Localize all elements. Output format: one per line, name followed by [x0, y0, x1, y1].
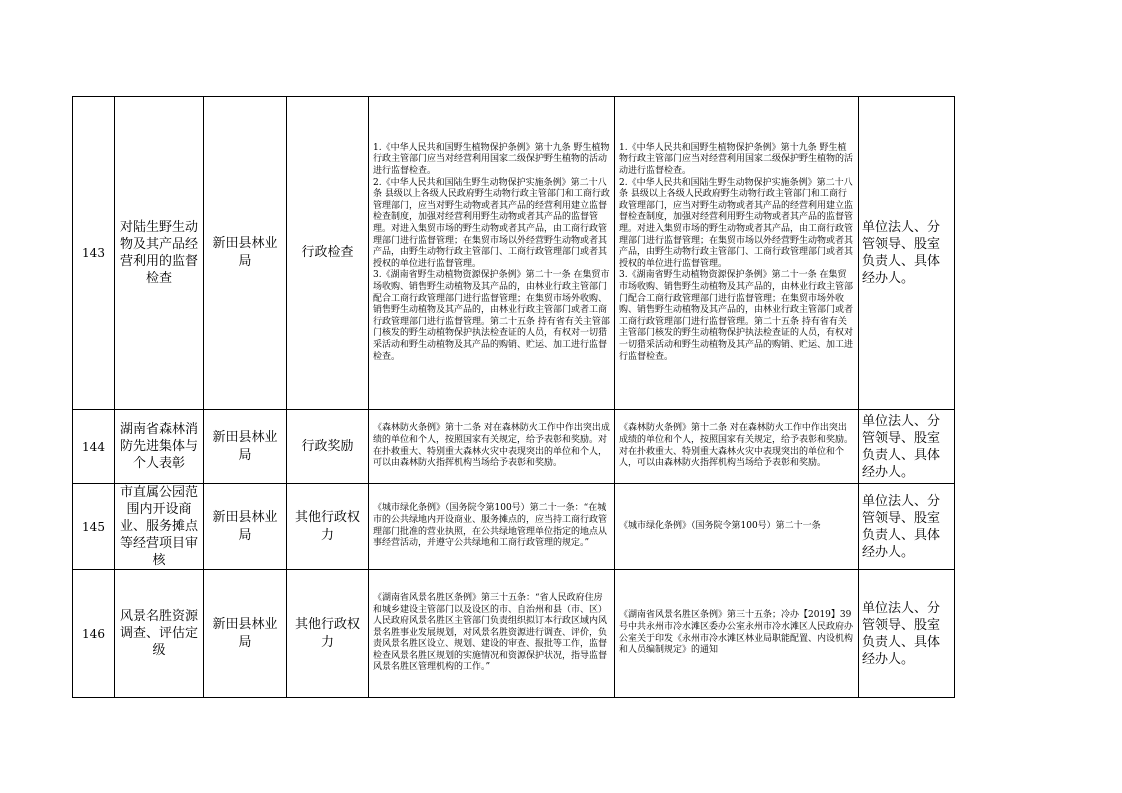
table-row — [73, 570, 955, 698]
row-number: 145 — [73, 484, 115, 570]
power-type: 其他行政权力 — [287, 570, 369, 698]
table-row — [73, 484, 955, 570]
responsible-persons: 单位法人、分管领导、股室负责人、具体经办人。 — [859, 484, 955, 570]
legal-basis: 《湖南省风景名胜区条例》第三十五条：“省人民政府住房和城乡建设主管部门以及设区的市、自治州和县（市、区）人民政府风景名胜区主管部门负责组织拟订本行政区域内风景名胜事业发展规划，对风景名胜资源进行调查、评价，负责风景名胜区设立、规划、建设的审查、报批等工作，监督检查风景名胜区规划的实施情况和资源保护状况，指导监督风景名胜区管理机构的工作。” — [369, 570, 615, 698]
table-row — [73, 97, 955, 410]
responsible-persons: 单位法人、分管领导、股室负责人、具体经办人。 — [859, 570, 955, 698]
responsible-persons: 单位法人、分管领导、股室负责人、具体经办人。 — [859, 410, 955, 484]
power-type: 其他行政权力 — [287, 484, 369, 570]
responsible-persons: 单位法人、分管领导、股室负责人、具体经办人。 — [859, 97, 955, 410]
legal-basis: 《城市绿化条例》（国务院令第100号）第二十一条：“在城市的公共绿地内开设商业、服务摊点的，应当持工商行政管理部门批准的营业执照，在公共绿地管理单位指定的地点从事经营活动，并遵守公共绿地和工商行政管理的规定。” — [369, 484, 615, 570]
legal-basis-secondary: 《森林防火条例》第十二条 对在森林防火工作中作出突出成绩的单位和个人，按照国家有关规定，给予表彰和奖励。对在扑救重大、特别重大森林火灾中表现突出的单位和个人，可以由森林防火指挥机构当场给予表彰和奖励。 — [615, 410, 859, 484]
legal-basis-secondary: 《城市绿化条例》（国务院令第100号）第二十一条 — [615, 484, 859, 570]
department: 新田县林业局 — [204, 484, 287, 570]
row-number: 144 — [73, 410, 115, 484]
item-name: 风景名胜资源调查、评估定级 — [115, 570, 204, 698]
item-name: 市直属公园范围内开设商业、服务摊点等经营项目审核 — [115, 484, 204, 570]
legal-basis-secondary: 《湖南省风景名胜区条例》第三十五条；冷办【2019】39号中共永州市冷水滩区委办公室永州市冷水滩区人民政府办公室关于印发《永州市冷水滩区林业局职能配置、内设机构和人员编制规定》的通知 — [615, 570, 859, 698]
item-name: 湖南省森林消防先进集体与个人表彰 — [115, 410, 204, 484]
department: 新田县林业局 — [204, 97, 287, 410]
table-row — [73, 410, 955, 484]
legal-basis: 《森林防火条例》第十二条 对在森林防火工作中作出突出成绩的单位和个人，按照国家有关规定，给予表彰和奖励。对在扑救重大、特别重大森林火灾中表现突出的单位和个人，可以由森林防火指挥机构当场给予表彰和奖励。 — [369, 410, 615, 484]
power-type: 行政奖励 — [287, 410, 369, 484]
item-name: 对陆生野生动物及其产品经营利用的监督检查 — [115, 97, 204, 410]
power-type: 行政检查 — [287, 97, 369, 410]
department: 新田县林业局 — [204, 410, 287, 484]
legal-basis: 1.《中华人民共和国野生植物保护条例》第十九条 野生植物行政主管部门应当对经营利用国家二级保护野生植物的活动进行监督检查。 2.《中华人民共和国陆生野生动物保护实施条例》第二十八条 县级以上各级人民政府野生动物行政主管部门和工商行政管理部门，应当对野生动物或者其产品的经营利用建立监督检查制度，加强对经营利用野生动物或者其产品的监督管理。对进入集贸市场的野生动物或者其产品，由工商行政管理部门进行监督管理；在集贸市场以外经营野生动物或者其产品，由野生动物行政主管部门、工商行政管理部门或者其授权的单位进行监督管理。 3.《湖南省野生动植物资源保护条例》第二十一条 在集贸市场收购、销售野生动植物及其产品的，由林业行政主管部门配合工商行政管理部门进行监督管理；在集贸市场外收购、销售野生动植物及其产品的，由林业行政主管部门或者工商行政管理部门进行监督管理。第二十五条 持有省有关主管部门核发的野生动植物保护执法检查证的人员，有权对一切猎采活动和野生动植物及其产品的购销、贮运、加工进行监督检查。 — [369, 97, 615, 410]
legal-basis-secondary: 1.《中华人民共和国野生植物保护条例》第十九条 野生植物行政主管部门应当对经营利用国家二级保护野生植物的活动进行监督检查。 2.《中华人民共和国陆生野生动物保护实施条例》第二十八条 县级以上各级人民政府野生动物行政主管部门和工商行政管理部门，应当对野生动物或者其产品的经营利用建立监督检查制度，加强对经营利用野生动物或者其产品的监督管理。对进入集贸市场的野生动物或者其产品，由工商行政管理部门进行监督管理；在集贸市场以外经营野生动物或者其产品，由野生动物行政主管部门、工商行政管理部门或者其授权的单位进行监督管理。 3.《湖南省野生动植物资源保护条例》第二十一条 在集贸市场收购、销售野生动植物及其产品的，由林业行政主管部门配合工商行政管理部门进行监督管理；在集贸市场外收购、销售野生动植物及其产品的，由林业行政主管部门或者工商行政管理部门进行监督管理。第二十五条 持有省有关主管部门核发的野生动植物保护执法检查证的人员，有权对一切猎采活动和野生动植物及其产品的购销、贮运、加工进行监督检查。 — [615, 97, 859, 410]
row-number: 143 — [73, 97, 115, 410]
power-list-table — [72, 96, 955, 698]
department: 新田县林业局 — [204, 570, 287, 698]
row-number: 146 — [73, 570, 115, 698]
